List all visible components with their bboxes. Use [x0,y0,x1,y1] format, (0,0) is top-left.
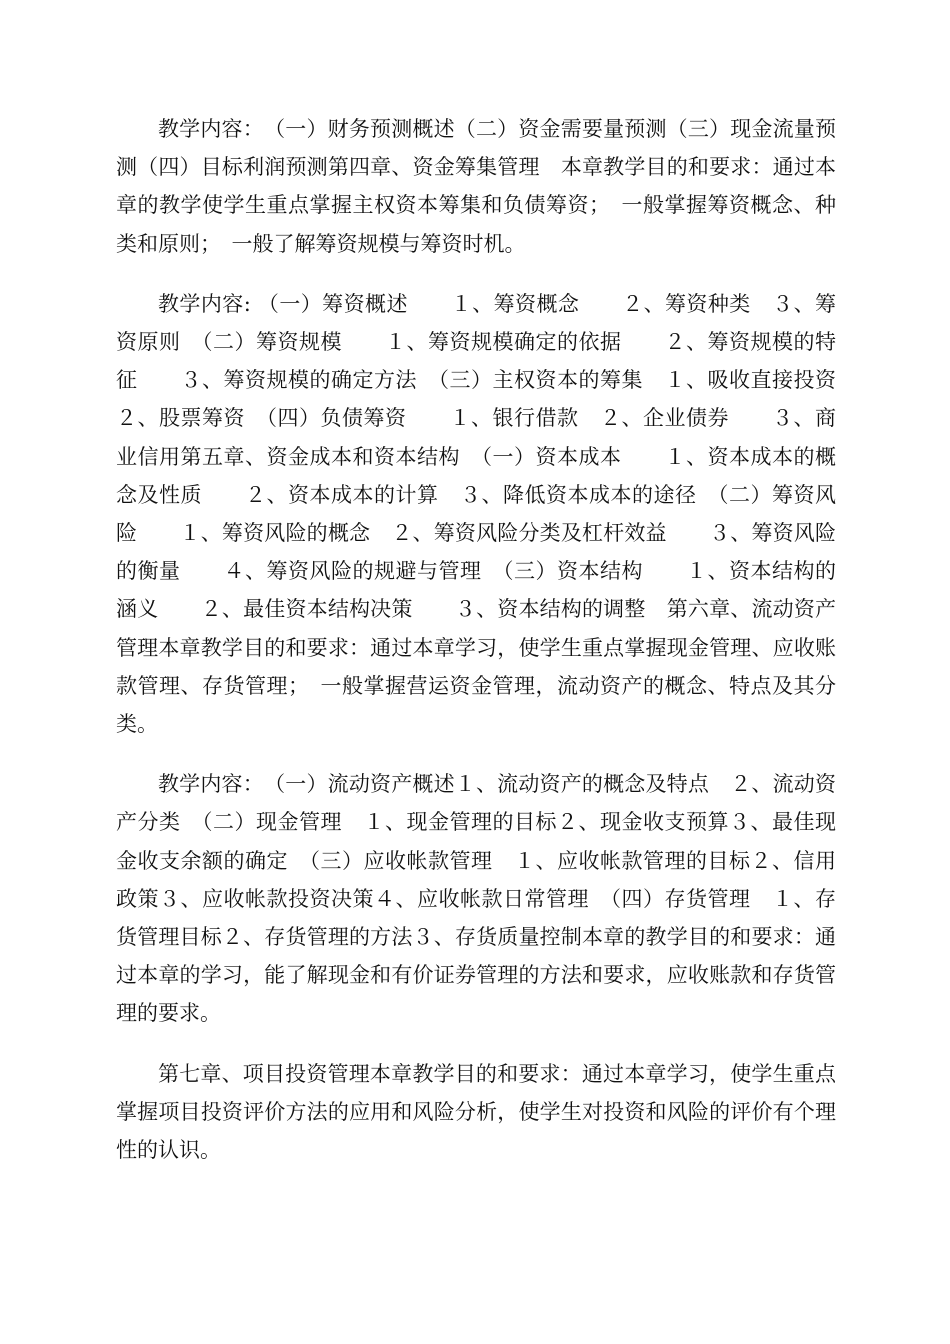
paragraph-teaching-content-financing: 教学内容: （一）筹资概述 １、筹资概念 ２、筹资种类 ３、筹资原则 （二）筹资规模 １、筹资规模确定的依据 ２、筹资规模的特征 ３、筹资规模的确定方法 （三）主权资本的筹集 １、吸收直接投资 ２、股票筹资 （四）负债筹资 １、银行借款 ２、企业债券 ３、商业信用第五章、资金成本和资本结构 （一）资本成本 １、资本成本的概念及性质 ２、资本成本的计算 ３、降低资本成本的途径 （二）筹资风险 １、筹资风险的概念 ２、筹资风险分类及杠杆效益 ３、筹资风险的衡量 ４、筹资风险的规避与管理 （三）资本结构 １、资本结构的涵义 ２、最佳资本结构决策 ３、资本结构的调整 第六章、流动资产管理本章教学目的和要求：通过本章学习，使学生重点掌握现金管理、应收账款管理、存货管理； 一般掌握营运资金管理，流动资产的概念、特点及其分类。 [116,291,878,737]
paragraph-teaching-content-current-assets: 教学内容： （一）流动资产概述１、流动资产的概念及特点 ２、流动资产分类 （二）现金管理 １、现金管理的目标２、现金收支预算３、最佳现金收支余额的确定 （三）应收帐款管理 １、应收帐款管理的目标２、信用政策３、应收帐款投资决策４、应收帐款日常管理 （四）存货管理 １、存货管理目标２、存货管理的方法３、存货质量控制本章的教学目的和要求：通过本章的学习，能了解现金和有价证券管理的方法和要求，应收账款和存货管理的要求。 [116,772,836,1026]
paragraph-chapter-seven: 第七章、项目投资管理本章教学目的和要求：通过本章学习，使学生重点掌握项目投资评价方法的应用和风险分析，使学生对投资和风险的评价有个理性的认识。 [116,1061,836,1163]
document-page [116,110,878,1191]
paragraph-teaching-content-forecast: 教学内容： （一）财务预测概述（二）资金需要量预测（三）现金流量预测（四）目标利润预测第四章、资金筹集管理 本章教学目的和要求：通过本章的教学使学生重点掌握主权资本筹集和负债筹资； 一般掌握筹资概念、种类和原则； 一般了解筹资规模与筹资时机。 [116,117,836,256]
